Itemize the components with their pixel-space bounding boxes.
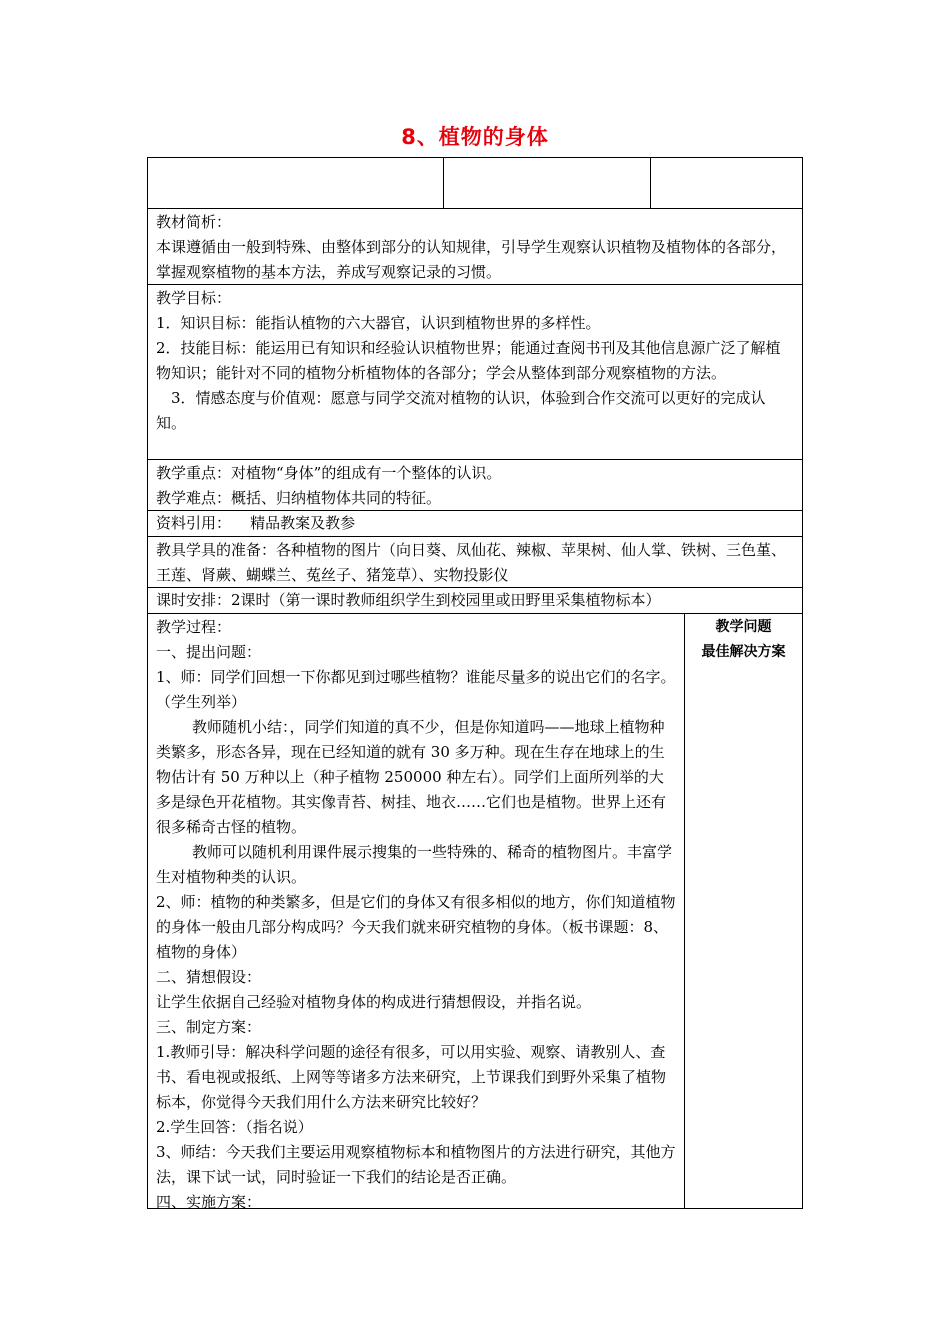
reference-row (148, 511, 802, 537)
lesson-plan-table (147, 157, 803, 1209)
process-line: 四、实施方案： (156, 1193, 262, 1211)
page-title: 8、植物的身体 (401, 125, 549, 149)
goal-knowledge: 1．知识目标：能指认植物的六大器官，认识到植物世界的多样性。 (156, 314, 601, 332)
material-heading: 教材简析： (156, 213, 232, 231)
side-title-1: 教学问题 (715, 619, 772, 635)
goal-attitude: 3．情感态度与价值观：愿意与同学交流对植物的认识，体验到合作交流可以更好的完成认知。 (156, 389, 766, 432)
process-main-cell (148, 614, 684, 1215)
process-line: 教师随机小结：，同学们知道的真不少，但是你知道吗——地球上植物种类繁多，形态各异，现在已经知道的就有 30 多万种。现在生存在地球上的生物估计有 50 万种以上（种子植物 250000 种左右）。同学们上面所列举的大多是绿色开花植物。其实像青苔、树挂、地衣……它们也是植物。世界上还有很多稀奇古怪的植物。 (156, 718, 667, 836)
process-divider (684, 614, 685, 1208)
teaching-goals-row (148, 285, 802, 460)
teaching-focus: 教学重点：对植物“身体”的组成有一个整体的认识。 (156, 464, 502, 482)
process-row (148, 614, 802, 1211)
header-divider-1 (443, 158, 444, 208)
schedule-text: 课时安排：2课时（第一课时教师组织学生到校园里或田野里采集植物标本） (156, 591, 661, 609)
process-heading: 教学过程： (156, 618, 232, 636)
header-row (148, 158, 802, 209)
solution-column (685, 614, 802, 665)
process-line: 2、师：植物的种类繁多，但是它们的身体又有很多相似的地方，你们知道植物的身体一般由几部分构成吗？今天我们就来研究植物的身体。（板书课题：8、植物的身体） (156, 893, 676, 961)
process-line: 让学生依据自己经验对植物身体的构成进行猜想假设，并指名说。 (156, 993, 592, 1011)
material-body: 本课遵循由一般到特殊、由整体到部分的认知规律，引导学生观察认识植物及植物体的各部分，掌握观察植物的基本方法，养成写观察记录的习惯。 (156, 238, 787, 281)
goal-skill: 2．技能目标：能运用已有知识和经验认识植物世界；能通过查阅书刊及其他信息源广泛了解植物知识；能针对不同的植物分析植物体的各部分；学会从整体到部分观察植物的方法。 (156, 339, 781, 382)
tools-row (148, 537, 802, 588)
process-line: 1、师：同学们回想一下你都见到过哪些植物？谁能尽量多的说出它们的名字。（学生列举） (156, 668, 676, 711)
reference-text: 资料引用： 精品教案及教参 (156, 514, 356, 532)
process-line: 三、制定方案： (156, 1018, 262, 1036)
process-line: 1.教师引导：解决科学问题的途径有很多，可以用实验、观察、请教别人、查书、看电视或报纸、上网等等诸多方法来研究，上节课我们到野外采集了植物标本，你觉得今天我们用什么方法来研究比较好？ (156, 1043, 667, 1111)
schedule-row (148, 588, 802, 614)
header-divider-2 (650, 158, 651, 208)
side-title-2: 最佳解决方案 (701, 644, 786, 660)
key-points-row (148, 460, 802, 511)
tools-text: 教具学具的准备：各种植物的图片（向日葵、凤仙花、辣椒、苹果树、仙人掌、铁树、三色堇、王莲、肾蕨、蝴蝶兰、菟丝子、猪笼草）、实物投影仪 (156, 541, 787, 584)
material-analysis-row (148, 209, 802, 285)
process-line: 二、猜想假设： (156, 968, 262, 986)
process-line: 教师可以随机利用课件展示搜集的一些特殊的、稀奇的植物图片。丰富学生对植物种类的认识。 (156, 843, 673, 886)
process-line: 2.学生回答：（指名说） (156, 1118, 313, 1136)
teaching-difficulty: 教学难点：概括、归纳植物体共同的特征。 (156, 489, 442, 507)
process-line: 3、师结：今天我们主要运用观察植物标本和植物图片的方法进行研究，其他方法，课下试一试，同时验证一下我们的结论是否正确。 (156, 1143, 676, 1186)
process-line: 一、提出问题： (156, 643, 262, 661)
goals-heading: 教学目标： (156, 289, 232, 307)
